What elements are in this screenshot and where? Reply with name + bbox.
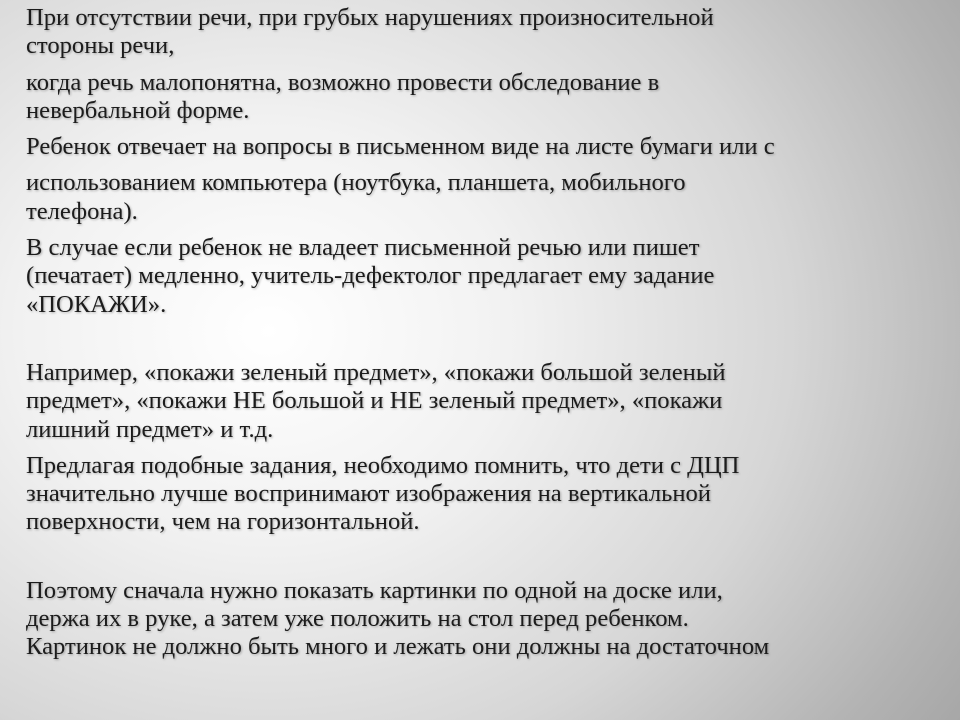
text-line: Предлагая подобные задания, необходимо помнить, что дети с ДЦП — [26, 451, 740, 479]
paragraph-nonverbal-form — [26, 69, 951, 126]
paragraph-written-answers — [26, 133, 951, 161]
text-line: когда речь малопонятна, возможно провести обследование в — [26, 68, 660, 96]
paragraph-devices — [26, 169, 951, 226]
text-line: стороны речи, — [26, 32, 175, 60]
paragraph-show-pictures — [26, 577, 951, 662]
text-line: значительно лучше воспринимают изображения на вертикальной — [26, 480, 711, 508]
text-line: поверхности, чем на горизонтальной. — [26, 508, 420, 536]
text-line: «ПОКАЖИ». — [26, 290, 167, 318]
text-line: лишний предмет» и т.д. — [26, 415, 274, 443]
text-line: использованием компьютера (ноутбука, планшета, мобильного — [26, 169, 686, 197]
text-line: держа их в руке, а затем уже положить на стол перед ребенком. — [26, 605, 689, 633]
text-line: телефона). — [26, 197, 138, 225]
paragraph-show-task — [26, 234, 951, 319]
text-line: Поэтому сначала нужно показать картинки по одной на доске или, — [26, 576, 723, 604]
text-line: Картинок не должно быть много и лежать они должны на достаточном — [26, 633, 770, 661]
text-line: Ребенок отвечает на вопросы в письменном виде на листе бумаги или с — [26, 133, 775, 161]
text-line: (печатает) медленно, учитель-дефектолог предлагает ему задание — [26, 262, 715, 290]
text-line: Например, «покажи зеленый предмет», «покажи большой зеленый — [26, 358, 726, 386]
text-line: невербальной форме. — [26, 96, 250, 124]
text-line: предмет», «покажи НЕ большой и НЕ зеленый предмет», «покажи — [26, 387, 723, 415]
text-line: При отсутствии речи, при грубых нарушениях произносительной — [26, 4, 714, 31]
paragraph-no-speech — [26, 4, 951, 61]
slide-text-body — [26, 4, 951, 670]
text-line: В случае если ребенок не владеет письменной речью или пишет — [26, 234, 700, 262]
paragraph-vertical-surface — [26, 452, 951, 537]
paragraph-examples — [26, 359, 951, 444]
